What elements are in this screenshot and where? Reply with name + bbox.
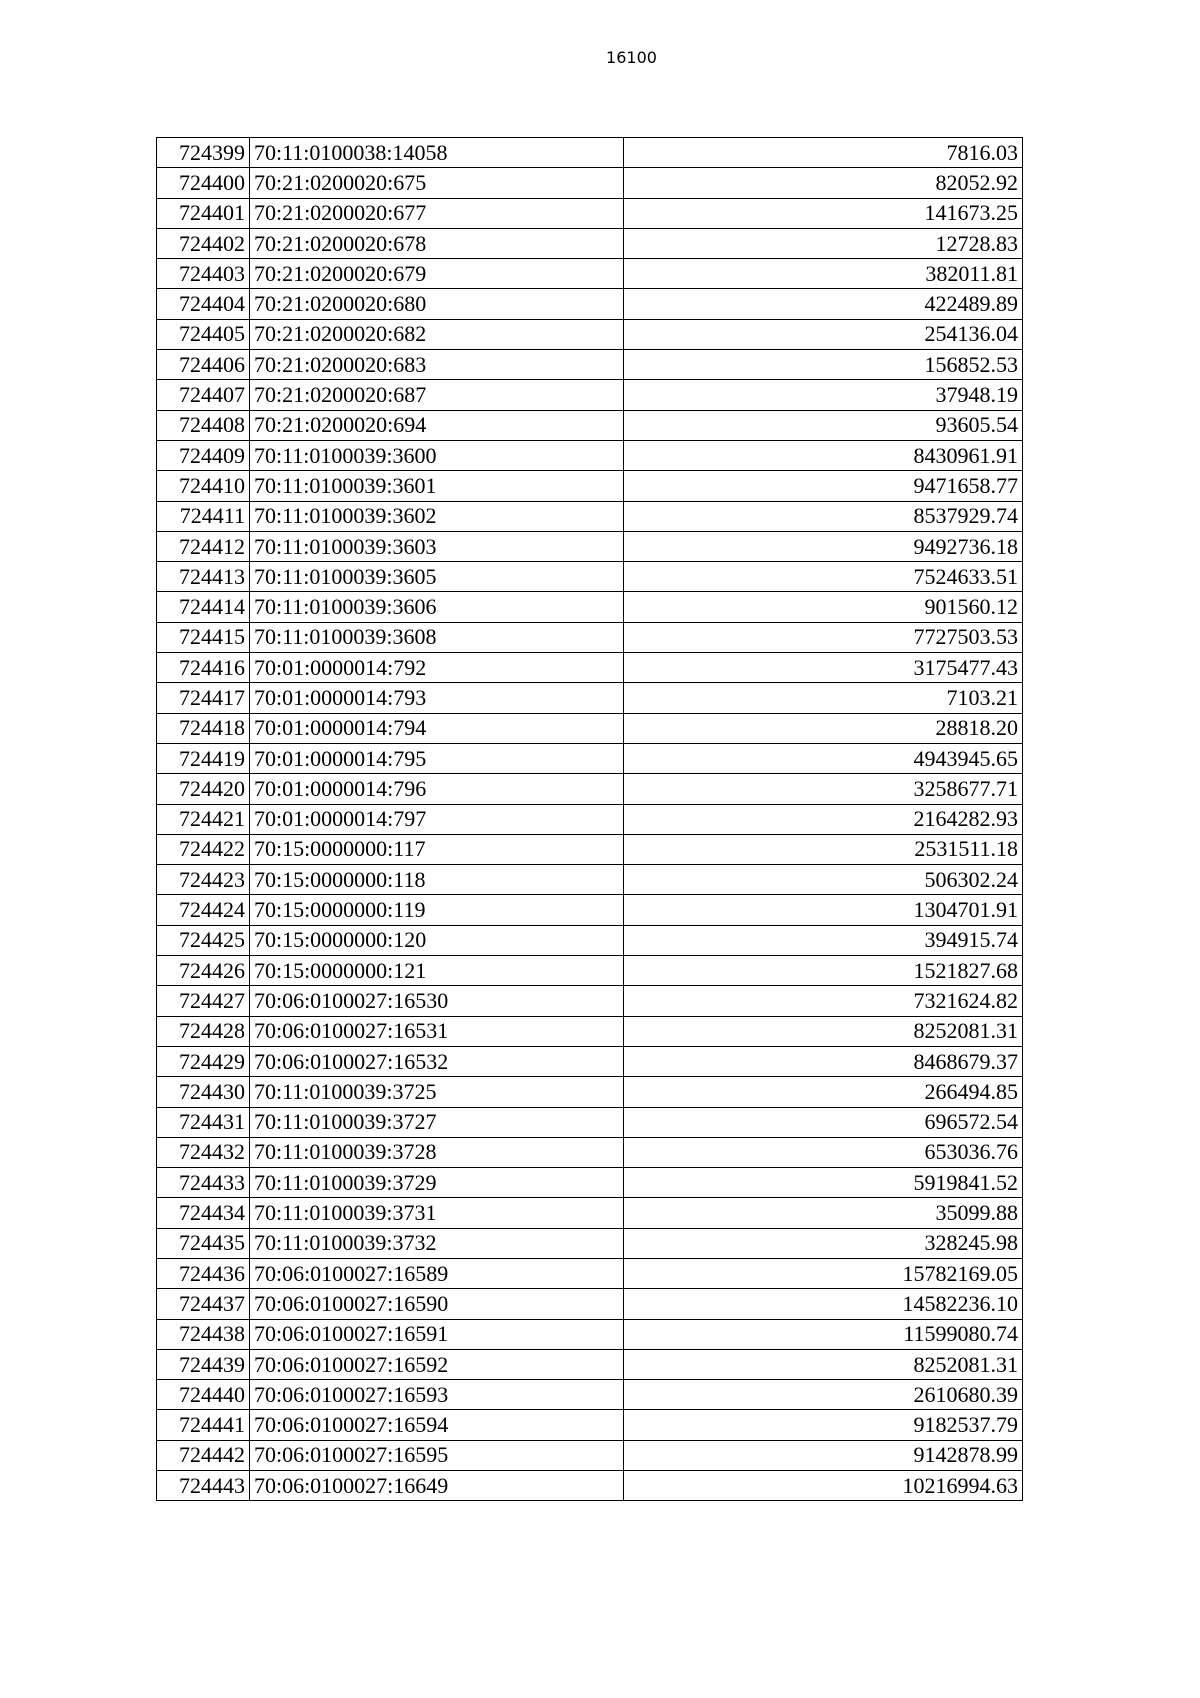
cadastral-number-cell: 70:01:0000014:795 [249,743,623,773]
cadastral-value-cell: 2531511.18 [623,834,1022,864]
cadastral-number-cell: 70:21:0200020:677 [249,198,623,228]
table-row [157,501,1023,531]
cadastral-value-cell: 7524633.51 [623,562,1022,592]
cadastral-value-cell: 1521827.68 [623,956,1022,986]
row-id-cell: 724420 [157,774,250,804]
row-id-cell: 724399 [157,138,250,168]
cadastral-number-cell: 70:21:0200020:680 [249,289,623,319]
cadastral-number-cell: 70:01:0000014:794 [249,713,623,743]
row-id-cell: 724413 [157,562,250,592]
cadastral-value-cell: 506302.24 [623,865,1022,895]
row-id-cell: 724406 [157,350,250,380]
cadastral-value-cell: 422489.89 [623,289,1022,319]
cadastral-number-cell: 70:11:0100039:3603 [249,531,623,561]
cadastral-number-cell: 70:11:0100039:3731 [249,1198,623,1228]
table-row [157,653,1023,683]
table-row [157,350,1023,380]
cadastral-number-cell: 70:15:0000000:119 [249,895,623,925]
cadastral-value-cell: 7103.21 [623,683,1022,713]
cadastral-value-cell: 93605.54 [623,410,1022,440]
cadastral-number-cell: 70:11:0100039:3600 [249,440,623,470]
row-id-cell: 724438 [157,1319,250,1349]
row-id-cell: 724423 [157,865,250,895]
cadastral-value-cell: 7321624.82 [623,986,1022,1016]
table-row [157,895,1023,925]
row-id-cell: 724414 [157,592,250,622]
cadastral-value-cell: 15782169.05 [623,1258,1022,1288]
row-id-cell: 724417 [157,683,250,713]
cadastral-value-cell: 394915.74 [623,925,1022,955]
row-id-cell: 724415 [157,622,250,652]
cadastral-value-cell: 35099.88 [623,1198,1022,1228]
cadastral-value-cell: 8252081.31 [623,1349,1022,1379]
table-row [157,834,1023,864]
cadastral-number-cell: 70:11:0100039:3732 [249,1228,623,1258]
cadastral-value-cell: 141673.25 [623,198,1022,228]
table-row [157,1380,1023,1410]
row-id-cell: 724424 [157,895,250,925]
cadastral-number-cell: 70:11:0100038:14058 [249,138,623,168]
cadastral-number-cell: 70:15:0000000:117 [249,834,623,864]
cadastral-value-cell: 8252081.31 [623,1016,1022,1046]
table-row [157,198,1023,228]
cadastral-number-cell: 70:06:0100027:16593 [249,1380,623,1410]
table-row [157,1168,1023,1198]
table-row [157,1198,1023,1228]
table-row [157,1410,1023,1440]
cadastral-value-cell: 1304701.91 [623,895,1022,925]
row-id-cell: 724431 [157,1107,250,1137]
table-row [157,1046,1023,1076]
cadastral-number-cell: 70:06:0100027:16649 [249,1471,623,1501]
cadastral-value-cell: 696572.54 [623,1107,1022,1137]
table-row [157,804,1023,834]
cadastral-value-cell: 266494.85 [623,1077,1022,1107]
cadastral-number-cell: 70:06:0100027:16594 [249,1410,623,1440]
cadastral-number-cell: 70:15:0000000:121 [249,956,623,986]
row-id-cell: 724403 [157,259,250,289]
cadastral-number-cell: 70:06:0100027:16590 [249,1289,623,1319]
row-id-cell: 724429 [157,1046,250,1076]
row-id-cell: 724404 [157,289,250,319]
row-id-cell: 724412 [157,531,250,561]
table-row [157,1137,1023,1167]
row-id-cell: 724443 [157,1471,250,1501]
table-row [157,986,1023,1016]
cadastral-value-cell: 8537929.74 [623,501,1022,531]
cadastral-value-cell: 12728.83 [623,228,1022,258]
row-id-cell: 724411 [157,501,250,531]
row-id-cell: 724418 [157,713,250,743]
cadastral-value-cell: 254136.04 [623,319,1022,349]
row-id-cell: 724421 [157,804,250,834]
cadastral-number-cell: 70:21:0200020:679 [249,259,623,289]
row-id-cell: 724419 [157,743,250,773]
cadastral-number-cell: 70:06:0100027:16531 [249,1016,623,1046]
cadastral-number-cell: 70:11:0100039:3605 [249,562,623,592]
cadastral-number-cell: 70:11:0100039:3727 [249,1107,623,1137]
cadastral-value-cell: 28818.20 [623,713,1022,743]
row-id-cell: 724435 [157,1228,250,1258]
table-row [157,440,1023,470]
cadastral-value-cell: 156852.53 [623,350,1022,380]
cadastral-value-cell: 382011.81 [623,259,1022,289]
cadastral-number-cell: 70:11:0100039:3608 [249,622,623,652]
cadastral-value-cell: 5919841.52 [623,1168,1022,1198]
cadastral-value-cell: 7727503.53 [623,622,1022,652]
cadastral-value-cell: 328245.98 [623,1228,1022,1258]
row-id-cell: 724416 [157,653,250,683]
table-row [157,228,1023,258]
cadastral-number-cell: 70:01:0000014:797 [249,804,623,834]
table-row [157,531,1023,561]
table-row [157,410,1023,440]
row-id-cell: 724407 [157,380,250,410]
table-row [157,592,1023,622]
cadastral-number-cell: 70:11:0100039:3601 [249,471,623,501]
table-row [157,289,1023,319]
cadastral-number-cell: 70:21:0200020:675 [249,168,623,198]
table-row [157,1319,1023,1349]
cadastral-number-cell: 70:21:0200020:678 [249,228,623,258]
cadastral-number-cell: 70:06:0100027:16532 [249,1046,623,1076]
row-id-cell: 724440 [157,1380,250,1410]
row-id-cell: 724441 [157,1410,250,1440]
row-id-cell: 724428 [157,1016,250,1046]
cadastral-value-cell: 653036.76 [623,1137,1022,1167]
row-id-cell: 724405 [157,319,250,349]
table-row [157,168,1023,198]
cadastral-number-cell: 70:11:0100039:3728 [249,1137,623,1167]
cadastral-number-cell: 70:01:0000014:793 [249,683,623,713]
table-row [157,1107,1023,1137]
row-id-cell: 724442 [157,1440,250,1470]
table-row [157,138,1023,168]
table-row [157,683,1023,713]
cadastral-number-cell: 70:01:0000014:792 [249,653,623,683]
cadastral-number-cell: 70:06:0100027:16595 [249,1440,623,1470]
table-row [157,259,1023,289]
cadastral-value-cell: 10216994.63 [623,1471,1022,1501]
table-row [157,1077,1023,1107]
cadastral-number-cell: 70:06:0100027:16592 [249,1349,623,1379]
cadastral-value-cell: 37948.19 [623,380,1022,410]
row-id-cell: 724409 [157,440,250,470]
table-row [157,1471,1023,1501]
cadastral-value-cell: 9182537.79 [623,1410,1022,1440]
row-id-cell: 724436 [157,1258,250,1288]
row-id-cell: 724425 [157,925,250,955]
cadastral-number-cell: 70:11:0100039:3602 [249,501,623,531]
table-row [157,956,1023,986]
table-row [157,622,1023,652]
row-id-cell: 724433 [157,1168,250,1198]
cadastral-value-cell: 2164282.93 [623,804,1022,834]
cadastral-number-cell: 70:06:0100027:16591 [249,1319,623,1349]
row-id-cell: 724408 [157,410,250,440]
cadastral-number-cell: 70:06:0100027:16530 [249,986,623,1016]
row-id-cell: 724427 [157,986,250,1016]
cadastral-value-cell: 11599080.74 [623,1319,1022,1349]
table-row [157,774,1023,804]
cadastral-number-cell: 70:21:0200020:694 [249,410,623,440]
cadastral-number-cell: 70:15:0000000:120 [249,925,623,955]
table-row [157,925,1023,955]
cadastral-value-cell: 9471658.77 [623,471,1022,501]
cadastral-number-cell: 70:11:0100039:3725 [249,1077,623,1107]
cadastral-value-cell: 8430961.91 [623,440,1022,470]
cadastral-value-cell: 901560.12 [623,592,1022,622]
row-id-cell: 724432 [157,1137,250,1167]
cadastral-value-cell: 3175477.43 [623,653,1022,683]
cadastral-value-cell: 9492736.18 [623,531,1022,561]
table-row [157,713,1023,743]
table-body [157,138,1023,1501]
cadastral-number-cell: 70:21:0200020:683 [249,350,623,380]
table-row [157,1289,1023,1319]
cadastral-number-cell: 70:21:0200020:682 [249,319,623,349]
row-id-cell: 724434 [157,1198,250,1228]
table-row [157,1228,1023,1258]
cadastral-value-cell: 14582236.10 [623,1289,1022,1319]
table-row [157,1349,1023,1379]
row-id-cell: 724402 [157,228,250,258]
cadastral-value-table [156,137,1023,1501]
row-id-cell: 724400 [157,168,250,198]
row-id-cell: 724410 [157,471,250,501]
table-row [157,1440,1023,1470]
cadastral-number-cell: 70:06:0100027:16589 [249,1258,623,1288]
row-id-cell: 724430 [157,1077,250,1107]
page-number: 16100 [606,48,657,67]
cadastral-value-cell: 4943945.65 [623,743,1022,773]
cadastral-value-cell: 2610680.39 [623,1380,1022,1410]
table-row [157,562,1023,592]
cadastral-number-cell: 70:21:0200020:687 [249,380,623,410]
row-id-cell: 724437 [157,1289,250,1319]
row-id-cell: 724439 [157,1349,250,1379]
cadastral-value-cell: 7816.03 [623,138,1022,168]
cadastral-number-cell: 70:11:0100039:3606 [249,592,623,622]
cadastral-value-cell: 82052.92 [623,168,1022,198]
table-row [157,1016,1023,1046]
table-row [157,865,1023,895]
table-row [157,380,1023,410]
cadastral-number-cell: 70:11:0100039:3729 [249,1168,623,1198]
cadastral-value-cell: 9142878.99 [623,1440,1022,1470]
cadastral-number-cell: 70:15:0000000:118 [249,865,623,895]
cadastral-number-cell: 70:01:0000014:796 [249,774,623,804]
row-id-cell: 724401 [157,198,250,228]
table-row [157,319,1023,349]
cadastral-value-cell: 3258677.71 [623,774,1022,804]
cadastral-value-cell: 8468679.37 [623,1046,1022,1076]
row-id-cell: 724422 [157,834,250,864]
table-row [157,1258,1023,1288]
table-row [157,471,1023,501]
table-row [157,743,1023,773]
row-id-cell: 724426 [157,956,250,986]
